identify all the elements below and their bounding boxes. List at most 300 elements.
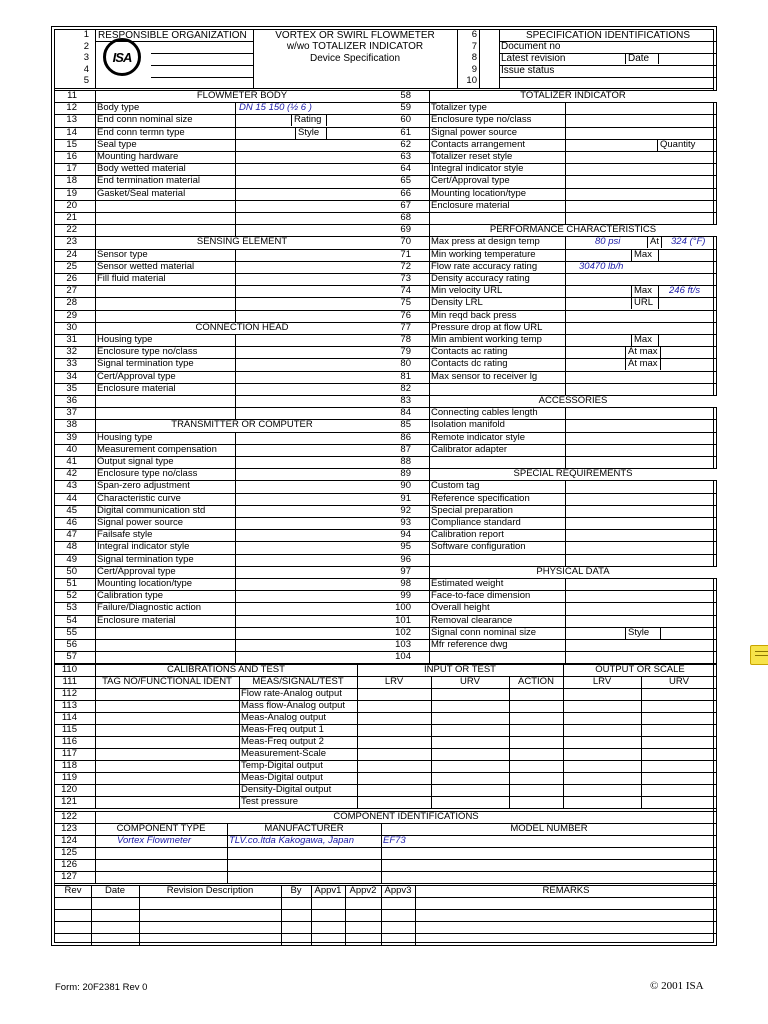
- row-number: 72: [400, 260, 411, 272]
- spec-row-88: [389, 456, 717, 468]
- row-number: 115: [61, 724, 77, 735]
- row-number: 77: [400, 321, 411, 333]
- row-number: 15: [66, 138, 77, 150]
- row-number: 85: [400, 419, 411, 431]
- row-label: Remote indicator style: [431, 431, 525, 443]
- quantity-label: Quantity: [657, 139, 704, 151]
- sheet-inner: [54, 29, 714, 943]
- row-number: 23: [66, 236, 77, 248]
- value-field[interactable]: [565, 506, 717, 517]
- component-title: COMPONENT IDENTIFICATIONS: [333, 811, 479, 822]
- row-number: 78: [400, 334, 411, 345]
- row-number: 124: [61, 835, 77, 846]
- manufacturer-header: MANUFACTURER: [264, 823, 344, 834]
- row-label: Cert/Approval type: [97, 370, 176, 382]
- value-field[interactable]: [235, 457, 389, 468]
- row-number: 76: [400, 309, 411, 321]
- value-field[interactable]: [565, 640, 717, 651]
- row-number: 12: [66, 102, 77, 114]
- row-label: Density LRL: [431, 297, 483, 309]
- row-label: Enclosure type no/class: [431, 114, 532, 126]
- remarks-header: REMARKS: [542, 885, 590, 896]
- section-heading: TRANSMITTER OR COMPUTER: [171, 419, 313, 431]
- row-number: 31: [66, 334, 77, 345]
- revision-block: [55, 885, 717, 945]
- row-label: Isolation manifold: [431, 419, 505, 431]
- row-number: 17: [66, 163, 77, 175]
- row-number: 63: [400, 151, 411, 162]
- row-number: 33: [66, 358, 77, 370]
- row-label: Contacts ac rating: [431, 346, 508, 358]
- row-number: 103: [395, 639, 411, 650]
- date-header: Date: [104, 885, 126, 896]
- spec-row-20: [55, 200, 389, 212]
- row-label: Failsafe style: [97, 529, 153, 541]
- by-header: By: [290, 885, 302, 896]
- rev-header: Rev: [64, 885, 82, 896]
- row-label: Calibrator adapter: [431, 443, 508, 455]
- flow-accuracy-value: 30470 lb/h: [579, 260, 624, 272]
- calib-item: Temp-Digital output: [241, 760, 323, 771]
- value-field[interactable]: [565, 481, 717, 492]
- value-field[interactable]: [565, 201, 717, 212]
- row-number: 47: [66, 529, 77, 541]
- value-field[interactable]: [235, 555, 389, 566]
- calib-item: Mass flow-Analog output: [241, 700, 346, 711]
- title-line-1: VORTEX OR SWIRL FLOWMETER: [275, 30, 435, 41]
- row-number: 32: [66, 346, 77, 358]
- row-number: 99: [400, 590, 411, 602]
- tag-header: TAG NO/FUNCTIONAL IDENT: [102, 676, 232, 687]
- component-type-value: Vortex Flowmeter: [117, 835, 192, 846]
- row-label: Enclosure type no/class: [97, 468, 198, 480]
- spec-row-22: [55, 224, 389, 236]
- value-field[interactable]: [235, 274, 389, 285]
- doc-no-label: Document no: [501, 41, 561, 52]
- row-number: 73: [400, 273, 411, 284]
- appv1-header: Appv1: [314, 885, 342, 896]
- row-number: 80: [400, 358, 411, 370]
- url-label: URL: [631, 297, 659, 309]
- row-label: Contacts dc rating: [431, 358, 508, 370]
- value-field[interactable]: [235, 384, 389, 395]
- value-field[interactable]: [235, 567, 389, 578]
- appv3-header: Appv3: [384, 885, 412, 896]
- calib-item: Density-Digital output: [241, 784, 332, 795]
- value-field[interactable]: [565, 616, 717, 627]
- isa-logo: [103, 38, 141, 76]
- title-line-2: w/wo TOTALIZER INDICATOR: [286, 41, 424, 52]
- spec-row-104: [389, 651, 717, 663]
- row-label: Density accuracy rating: [431, 273, 530, 284]
- header-row-number: 1: [83, 29, 89, 40]
- row-number: 14: [66, 126, 77, 138]
- row-number: 58: [400, 90, 411, 101]
- row-label: Min velocity URL: [431, 285, 503, 297]
- row-label: Software configuration: [431, 541, 526, 553]
- spec-row-56: [55, 639, 389, 651]
- input-header: INPUT OR TEST: [424, 664, 496, 675]
- spec-row-55: [55, 627, 389, 639]
- spec-row-37: [55, 407, 389, 419]
- value-field[interactable]: [235, 359, 389, 370]
- row-number: 61: [400, 126, 411, 138]
- row-number: 127: [61, 871, 77, 882]
- row-number: 96: [400, 553, 411, 565]
- row-number: 51: [66, 578, 77, 589]
- row-number: 53: [66, 602, 77, 614]
- row-number: 60: [400, 114, 411, 126]
- value-field[interactable]: [565, 542, 717, 553]
- row-number: 59: [400, 102, 411, 114]
- row-label: Failure/Diagnostic action: [97, 602, 202, 614]
- value-field[interactable]: [565, 518, 717, 529]
- row-label: Sensor wetted material: [97, 260, 195, 272]
- at-max-label: At max: [625, 346, 661, 358]
- value-field[interactable]: [235, 262, 389, 273]
- row-label: Body type: [97, 102, 140, 114]
- row-number: 117: [61, 748, 77, 759]
- style-label: Style: [625, 627, 661, 639]
- row-number: 122: [61, 811, 77, 822]
- row-number: 121: [61, 796, 77, 807]
- row-label: Signal termination type: [97, 358, 194, 370]
- comment-note-icon[interactable]: [750, 645, 768, 665]
- rating-label: Rating: [291, 114, 327, 126]
- row-label: Max sensor to receiver lg: [431, 370, 538, 382]
- min-velocity-value: 246 ft/s: [669, 285, 701, 297]
- value-field[interactable]: [565, 445, 717, 456]
- row-number: 37: [66, 407, 77, 419]
- row-number: 56: [66, 639, 77, 650]
- value-field[interactable]: [565, 152, 717, 163]
- row-label: Signal power source: [97, 517, 184, 528]
- row-number: 54: [66, 614, 77, 626]
- value-field[interactable]: [235, 603, 389, 614]
- value-field[interactable]: [235, 530, 389, 541]
- row-number: 35: [66, 382, 77, 394]
- spec-sheet: [51, 26, 717, 946]
- spec-row-57: [55, 651, 389, 663]
- max-label: Max: [631, 334, 659, 346]
- row-number: 64: [400, 163, 411, 175]
- style-label: Style: [295, 127, 327, 139]
- row-number: 92: [400, 504, 411, 516]
- row-number: 34: [66, 370, 77, 382]
- date-label: Date: [625, 53, 649, 64]
- row-label: Mounting location/type: [431, 187, 527, 199]
- value-field[interactable]: [235, 494, 389, 505]
- row-number: 84: [400, 407, 411, 419]
- max-label: Max: [631, 285, 659, 297]
- value-field[interactable]: [235, 542, 389, 553]
- header-row-number: 5: [83, 75, 89, 86]
- row-number: 18: [66, 175, 77, 187]
- row-number: 41: [66, 456, 77, 467]
- row-label: Min reqd back press: [431, 309, 517, 321]
- value-field[interactable]: [565, 603, 717, 614]
- row-label: Contacts arrangement: [431, 138, 525, 150]
- row-number: 22: [66, 224, 77, 236]
- section-heading: PERFORMANCE CHARACTERISTICS: [489, 224, 657, 236]
- row-number: 104: [395, 651, 411, 663]
- row-label: Min ambient working temp: [431, 334, 542, 345]
- spec-row-27: [55, 285, 389, 297]
- row-number: 50: [66, 565, 77, 577]
- value-field[interactable]: [565, 591, 717, 602]
- form-number: Form: 20F2381 Rev 0: [55, 982, 148, 993]
- row-number: 11: [67, 90, 77, 101]
- row-number: 110: [61, 664, 77, 675]
- header-row-number: 6: [471, 29, 477, 40]
- row-number: 125: [61, 847, 77, 858]
- value-field[interactable]: [235, 347, 389, 358]
- row-number: 114: [61, 712, 77, 723]
- row-label: Digital communication std: [97, 504, 206, 516]
- value-field[interactable]: [565, 103, 717, 114]
- value-field[interactable]: [565, 164, 717, 175]
- calib-item: Flow rate-Analog output: [241, 688, 342, 699]
- row-number: 119: [61, 772, 77, 783]
- row-label: Pressure drop at flow URL: [431, 321, 543, 333]
- row-number: 89: [400, 468, 411, 480]
- row-number: 113: [61, 700, 77, 711]
- row-label: Cert/Approval type: [97, 565, 176, 577]
- row-label: End termination material: [97, 175, 200, 187]
- value-field[interactable]: [565, 128, 717, 139]
- row-number: 83: [400, 395, 411, 406]
- manufacturer-value: TLV.co.ltda Kakogawa, Japan: [229, 835, 354, 846]
- value-field[interactable]: [235, 445, 389, 456]
- row-number: 112: [61, 688, 77, 699]
- row-number: 55: [66, 626, 77, 638]
- row-number: 43: [66, 480, 77, 492]
- value-field[interactable]: [235, 176, 389, 187]
- row-label: Seal type: [97, 138, 137, 150]
- row-label: Measurement compensation: [97, 443, 217, 455]
- row-label: Mounting hardware: [97, 151, 179, 162]
- row-label: Totalizer type: [431, 102, 487, 114]
- at-label: At: [647, 236, 662, 248]
- output-header: OUTPUT OR SCALE: [595, 664, 685, 675]
- row-label: Fill fluid material: [97, 273, 166, 284]
- row-number: 68: [400, 212, 411, 223]
- row-number: 95: [400, 541, 411, 553]
- row-label: Max press at design temp: [431, 236, 540, 248]
- row-label: Integral indicator style: [431, 163, 524, 175]
- value-field[interactable]: [235, 250, 389, 261]
- value-field[interactable]: [235, 579, 389, 590]
- row-number: 16: [66, 151, 77, 162]
- row-label: Compliance standard: [431, 517, 521, 528]
- calib-item: Meas-Freq output 1: [241, 724, 324, 735]
- value-field[interactable]: [565, 176, 717, 187]
- header-row-number: 4: [83, 63, 89, 75]
- row-label: Housing type: [97, 334, 153, 345]
- row-number: 118: [61, 760, 77, 771]
- value-field[interactable]: [565, 115, 717, 126]
- row-number: 27: [66, 285, 77, 297]
- row-number: 45: [66, 504, 77, 516]
- row-number: 98: [400, 578, 411, 589]
- value-field[interactable]: [235, 591, 389, 602]
- section-heading: SENSING ELEMENT: [196, 236, 288, 248]
- value-field[interactable]: [235, 140, 389, 151]
- value-field[interactable]: [565, 420, 717, 431]
- row-number: 21: [66, 212, 77, 223]
- value-field[interactable]: [235, 189, 389, 200]
- calib-item: Meas-Analog output: [241, 712, 327, 723]
- row-number: 70: [400, 236, 411, 248]
- value-field[interactable]: [235, 152, 389, 163]
- row-number: 71: [400, 248, 411, 260]
- row-number: 126: [61, 859, 77, 870]
- row-label: Estimated weight: [431, 578, 504, 589]
- calib-item: Meas-Freq output 2: [241, 736, 324, 747]
- row-number: 82: [400, 382, 411, 394]
- row-number: 79: [400, 346, 411, 358]
- row-label: Enclosure material: [431, 199, 510, 211]
- value-field[interactable]: [565, 408, 717, 419]
- row-label: Integral indicator style: [97, 541, 190, 553]
- value-field[interactable]: [565, 494, 717, 505]
- row-label: Calibration type: [97, 590, 164, 602]
- row-number: 90: [400, 480, 411, 492]
- action-header: ACTION: [518, 676, 554, 687]
- row-label: Enclosure type no/class: [97, 346, 198, 358]
- calib-item: Test pressure: [241, 796, 299, 807]
- row-label: Sensor type: [97, 248, 148, 260]
- value-field[interactable]: [235, 335, 389, 346]
- row-number: 13: [66, 114, 77, 126]
- urv-header: URV: [460, 676, 480, 687]
- value-field[interactable]: [565, 311, 717, 322]
- value-field[interactable]: [235, 433, 389, 444]
- max-label: Max: [631, 249, 659, 261]
- row-number: 86: [400, 431, 411, 443]
- row-number: 102: [395, 626, 411, 638]
- value-field[interactable]: [235, 372, 389, 383]
- value-field[interactable]: [565, 372, 717, 383]
- row-number: 28: [66, 297, 77, 309]
- row-number: 38: [66, 419, 77, 431]
- component-block: [55, 811, 717, 883]
- row-number: 116: [61, 736, 77, 747]
- value-field[interactable]: [235, 616, 389, 627]
- row-number: 88: [400, 456, 411, 467]
- row-number: 42: [66, 468, 77, 480]
- row-number: 19: [66, 187, 77, 199]
- row-number: 74: [400, 285, 411, 297]
- max-press-value: 80 psi: [595, 236, 621, 248]
- value-field[interactable]: [235, 164, 389, 175]
- section-heading: ACCESSORIES: [538, 395, 608, 406]
- component-type-header: COMPONENT TYPE: [116, 823, 206, 834]
- value-field[interactable]: [565, 274, 717, 285]
- row-number: 39: [66, 431, 77, 443]
- body-type-value: DN 15 150 (½ 6 ): [239, 102, 312, 114]
- row-number: 69: [400, 224, 411, 236]
- section-heading: CONNECTION HEAD: [195, 321, 289, 333]
- row-label: Mfr reference dwg: [431, 639, 508, 650]
- design-temp-value: 324 (°F): [671, 236, 706, 248]
- meas-header: MEAS/SIGNAL/TEST: [252, 676, 344, 687]
- row-label: Connecting cables length: [431, 407, 538, 419]
- latest-revision-label: Latest revision: [501, 53, 566, 64]
- spec-row-68: [389, 212, 717, 224]
- header-row-number: 9: [471, 63, 477, 75]
- row-number: 123: [61, 823, 77, 834]
- calib-item: Measurement-Scale: [241, 748, 327, 759]
- row-number: 26: [66, 273, 77, 284]
- issue-status-label: Issue status: [501, 65, 555, 76]
- row-number: 36: [66, 395, 77, 406]
- section-heading: FLOWMETER BODY: [196, 90, 288, 101]
- calib-item: Meas-Digital output: [241, 772, 323, 783]
- row-number: 48: [66, 541, 77, 553]
- responsible-org-label: RESPONSIBLE ORGANIZATION: [98, 30, 247, 41]
- row-number: 91: [400, 492, 411, 504]
- row-number: 25: [66, 260, 77, 272]
- value-field[interactable]: [565, 189, 717, 200]
- row-number: 65: [400, 175, 411, 187]
- value-field[interactable]: [235, 506, 389, 517]
- row-label: Cert/Approval type: [431, 175, 510, 187]
- row-label: Special preparation: [431, 504, 513, 516]
- row-number: 87: [400, 443, 411, 455]
- model-value: EF73: [383, 835, 406, 846]
- row-number: 67: [400, 199, 411, 211]
- row-number: 120: [61, 784, 77, 795]
- value-field[interactable]: [565, 579, 717, 590]
- logo-text: ISA: [112, 49, 132, 65]
- value-field[interactable]: [565, 530, 717, 541]
- row-number: 94: [400, 529, 411, 541]
- row-label: Removal clearance: [431, 614, 513, 626]
- value-field[interactable]: [235, 481, 389, 492]
- title-line-3: Device Specification: [309, 53, 401, 64]
- row-label: End conn nominal size: [97, 114, 193, 126]
- calib-title: CALIBRATIONS AND TEST: [167, 664, 285, 675]
- header-row-number: 10: [466, 75, 477, 86]
- row-label: Signal termination type: [97, 553, 194, 565]
- row-label: Custom tag: [431, 480, 480, 492]
- value-field[interactable]: [565, 323, 717, 334]
- row-label: Calibration report: [431, 529, 504, 541]
- row-number: 93: [400, 517, 411, 528]
- value-field[interactable]: [565, 433, 717, 444]
- row-number: 24: [66, 248, 77, 260]
- header-row-number: 7: [471, 40, 477, 52]
- model-header: MODEL NUMBER: [510, 823, 588, 834]
- description-header: Revision Description: [166, 885, 254, 896]
- urv-header: URV: [669, 676, 689, 687]
- value-field[interactable]: [235, 469, 389, 480]
- row-number: 62: [400, 138, 411, 150]
- row-label: Reference specification: [431, 492, 530, 504]
- header-block: [55, 30, 713, 89]
- row-number: 101: [395, 614, 411, 626]
- row-label: Enclosure material: [97, 614, 176, 626]
- value-field[interactable]: [235, 518, 389, 529]
- at-max-label: At max: [625, 358, 661, 370]
- row-label: Output signal type: [97, 456, 174, 467]
- lrv-header: LRV: [592, 676, 612, 687]
- row-label: Flow rate accuracy rating: [431, 260, 538, 272]
- lrv-header: LRV: [384, 676, 404, 687]
- section-heading: SPECIAL REQUIREMENTS: [513, 468, 633, 480]
- spec-row-21: [55, 212, 389, 224]
